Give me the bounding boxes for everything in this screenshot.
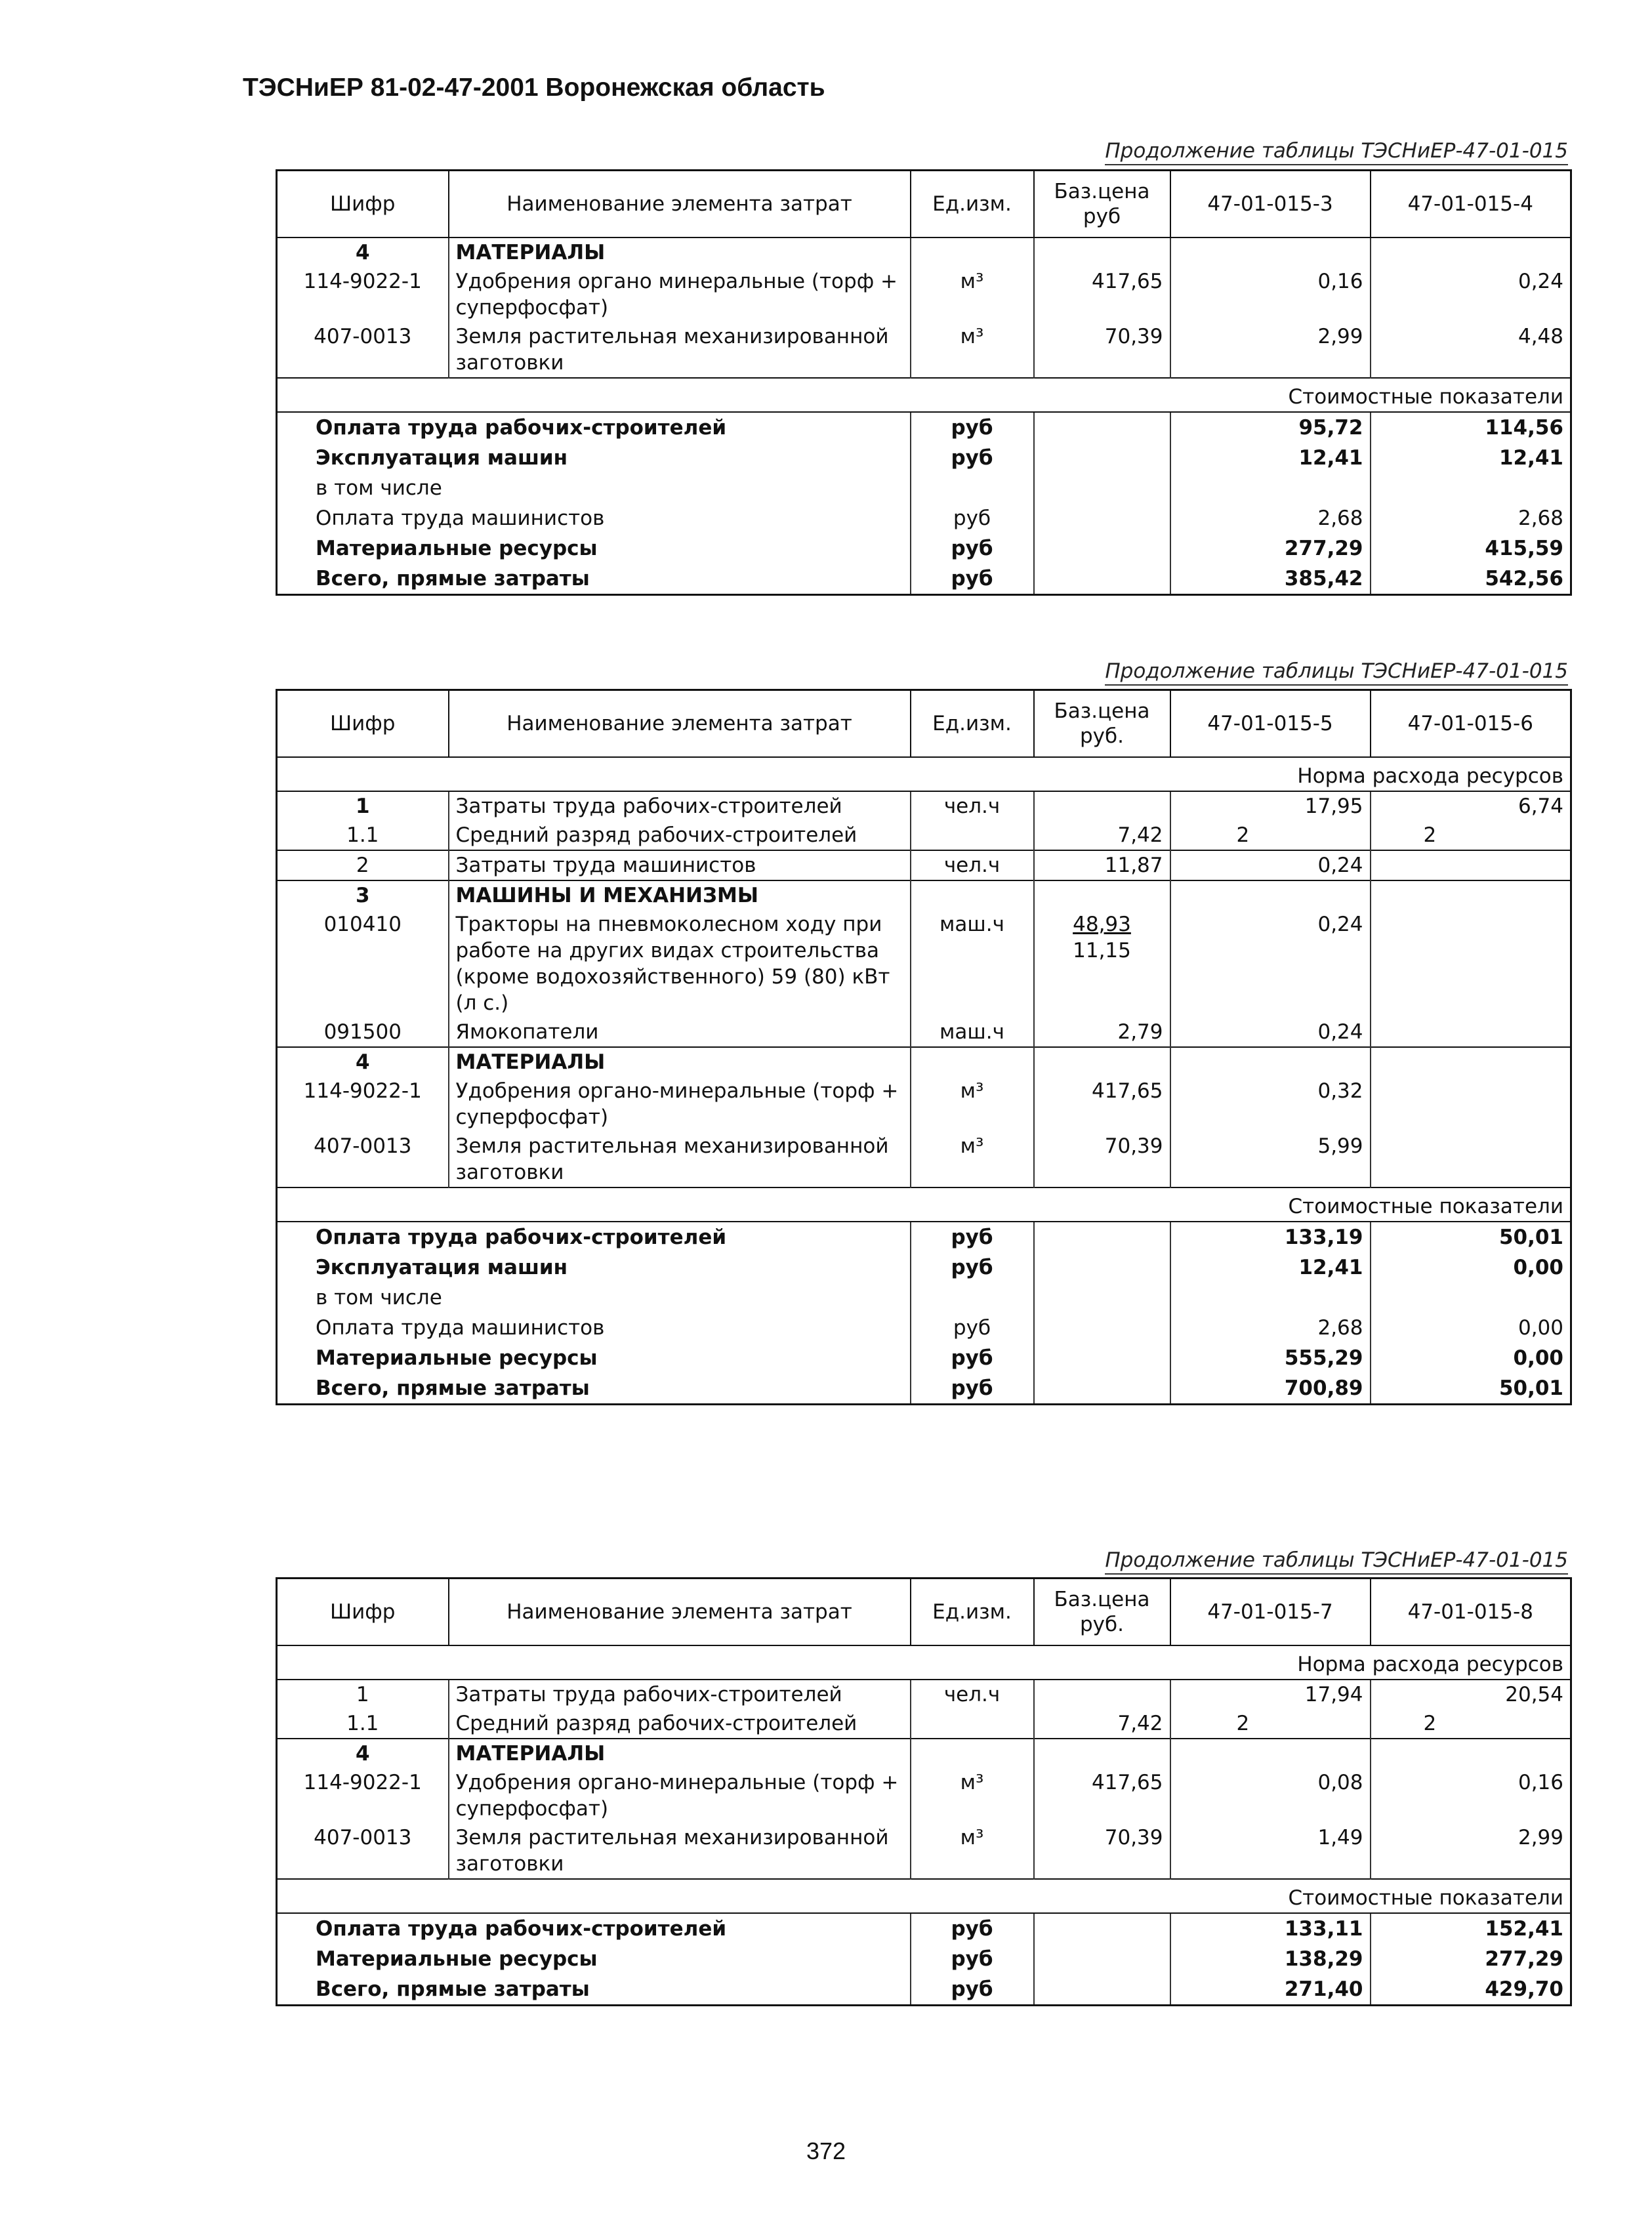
row-price bbox=[1034, 791, 1170, 821]
page-number: 372 bbox=[806, 2137, 846, 2164]
cost-unit: руб bbox=[911, 1974, 1034, 2006]
cost-label: Эксплуатация машин bbox=[277, 1252, 911, 1283]
row-code: 407-0013 bbox=[277, 1823, 449, 1879]
cost-label: Всего, прямые затраты bbox=[277, 1373, 911, 1405]
cost-band bbox=[277, 1879, 1571, 1913]
row-price: 70,39 bbox=[1034, 1823, 1170, 1879]
row-price-underlined: 48,93 bbox=[1073, 913, 1131, 936]
cost-value-col5: 700,89 bbox=[1170, 1373, 1371, 1405]
section-title: МАШИНЫ И МЕХАНИЗМЫ bbox=[449, 880, 911, 910]
row-price bbox=[1034, 910, 1170, 1018]
row-name: Затраты труда рабочих-строителей bbox=[449, 1680, 911, 1709]
header-price: Баз.цена руб. bbox=[1034, 1579, 1170, 1646]
labor-row bbox=[277, 850, 1571, 880]
cost-value-col6: 0,00 bbox=[1371, 1252, 1571, 1283]
row-value-col5: 2,99 bbox=[1170, 322, 1371, 378]
norm-band-label: Норма расхода ресурсов bbox=[277, 1645, 1571, 1680]
cost-unit: руб bbox=[911, 1373, 1034, 1405]
table-row bbox=[277, 1132, 1571, 1187]
row-value-col6 bbox=[1371, 1132, 1571, 1187]
cost-value-col6: 429,70 bbox=[1371, 1974, 1571, 2006]
cost-row bbox=[277, 1373, 1571, 1405]
cost-unit: руб bbox=[911, 1313, 1034, 1343]
row-unit bbox=[911, 1709, 1034, 1739]
row-unit: м³ bbox=[911, 1132, 1034, 1187]
row-name: Затраты труда рабочих-строителей bbox=[449, 791, 911, 821]
header-name: Наименование элемента затрат bbox=[449, 690, 911, 758]
cost-label: Материальные ресурсы bbox=[277, 533, 911, 564]
cost-unit: руб bbox=[911, 1343, 1034, 1373]
row-name: Земля растительная механизированной заготовки bbox=[449, 1132, 911, 1187]
row-name: Удобрения органо-минеральные (торф + суперфосфат) bbox=[449, 1768, 911, 1823]
row-code: 1.1 bbox=[277, 821, 449, 850]
section-code: 3 bbox=[277, 880, 449, 910]
row-unit: м³ bbox=[911, 1823, 1034, 1879]
row-value-col6 bbox=[1371, 1018, 1571, 1047]
cost-unit: руб bbox=[911, 1222, 1034, 1252]
header-unit: Ед.изм. bbox=[911, 171, 1034, 238]
cost-value-col5: 385,42 bbox=[1170, 564, 1371, 595]
cost-row bbox=[277, 1222, 1571, 1252]
row-price: 7,42 bbox=[1034, 821, 1170, 850]
section-title: МАТЕРИАЛЫ bbox=[449, 1739, 911, 1768]
row-price-secondary: 11,15 bbox=[1073, 939, 1131, 962]
row-value-col6 bbox=[1371, 910, 1571, 1018]
cost-value-col6: 0,00 bbox=[1371, 1343, 1571, 1373]
cost-unit: руб bbox=[911, 533, 1034, 564]
row-value-col6 bbox=[1371, 1077, 1571, 1132]
cost-value-col6: 277,29 bbox=[1371, 1944, 1571, 1974]
row-name: Средний разряд рабочих-строителей bbox=[449, 1709, 911, 1739]
cost-row bbox=[277, 1974, 1571, 2006]
cost-row bbox=[277, 1252, 1571, 1283]
cost-label: Оплата труда машинистов bbox=[277, 1313, 911, 1343]
cost-row bbox=[277, 533, 1571, 564]
row-value-col6: 20,54 bbox=[1371, 1680, 1571, 1709]
row-price: 70,39 bbox=[1034, 322, 1170, 378]
cost-band bbox=[277, 1187, 1571, 1222]
row-price: 417,65 bbox=[1034, 1077, 1170, 1132]
row-unit: маш.ч bbox=[911, 910, 1034, 1018]
cost-value-col6: 114,56 bbox=[1371, 412, 1571, 443]
norm-band-label: Норма расхода ресурсов bbox=[277, 757, 1571, 791]
resource-table bbox=[276, 1577, 1572, 2006]
row-name: Земля растительная механизированной заготовки bbox=[449, 1823, 911, 1879]
cost-label: Материальные ресурсы bbox=[277, 1343, 911, 1373]
cost-value-col6: 50,01 bbox=[1371, 1373, 1571, 1405]
row-unit: м³ bbox=[911, 1077, 1034, 1132]
row-price: 70,39 bbox=[1034, 1132, 1170, 1187]
cost-value-col5: 2,68 bbox=[1170, 1313, 1371, 1343]
norm-band bbox=[277, 1645, 1571, 1680]
header-col5: 47-01-015-3 bbox=[1170, 171, 1371, 238]
cost-label: Оплата труда рабочих-строителей bbox=[277, 1913, 911, 1944]
row-unit: м³ bbox=[911, 267, 1034, 322]
table-row bbox=[277, 322, 1571, 378]
cost-label: в том числе bbox=[277, 1283, 911, 1313]
section-row bbox=[277, 1047, 1571, 1077]
cost-value-col6: 50,01 bbox=[1371, 1222, 1571, 1252]
header-code: Шифр bbox=[277, 1579, 449, 1646]
row-value-col5: 0,24 bbox=[1170, 1018, 1371, 1047]
section-row bbox=[277, 880, 1571, 910]
row-value-col6: 0,16 bbox=[1371, 1768, 1571, 1823]
row-name: Средний разряд рабочих-строителей bbox=[449, 821, 911, 850]
row-value-col6: 2 bbox=[1371, 1709, 1571, 1739]
row-unit: м³ bbox=[911, 1768, 1034, 1823]
header-name: Наименование элемента затрат bbox=[449, 171, 911, 238]
row-value-col6: 2,99 bbox=[1371, 1823, 1571, 1879]
section-code: 4 bbox=[277, 1739, 449, 1768]
row-price: 417,65 bbox=[1034, 1768, 1170, 1823]
section-code: 4 bbox=[277, 1047, 449, 1077]
cost-value-col6: 0,00 bbox=[1371, 1313, 1571, 1343]
cost-unit: руб bbox=[911, 443, 1034, 473]
header-code: Шифр bbox=[277, 171, 449, 238]
row-price: 7,42 bbox=[1034, 1709, 1170, 1739]
row-code: 114-9022-1 bbox=[277, 1077, 449, 1132]
cost-value-col5: 138,29 bbox=[1170, 1944, 1371, 1974]
cost-value-col6: 152,41 bbox=[1371, 1913, 1571, 1944]
row-value-col6 bbox=[1371, 850, 1571, 880]
row-value-col5: 17,95 bbox=[1170, 791, 1371, 821]
header-col5: 47-01-015-5 bbox=[1170, 690, 1371, 758]
row-value-col5: 0,16 bbox=[1170, 267, 1371, 322]
labor-row bbox=[277, 821, 1571, 850]
cost-row bbox=[277, 443, 1571, 473]
table-row bbox=[277, 1768, 1571, 1823]
section-row bbox=[277, 237, 1571, 267]
row-value-col5: 0,32 bbox=[1170, 1077, 1371, 1132]
row-value-col6: 2 bbox=[1371, 821, 1571, 850]
cost-row bbox=[277, 1283, 1571, 1313]
row-code: 407-0013 bbox=[277, 322, 449, 378]
row-code: 1 bbox=[277, 791, 449, 821]
row-value-col5: 2 bbox=[1170, 1709, 1371, 1739]
cost-unit: руб bbox=[911, 1252, 1034, 1283]
cost-band-label: Стоимостные показатели bbox=[277, 1879, 1571, 1913]
cost-row bbox=[277, 564, 1571, 595]
cost-unit: руб bbox=[911, 1913, 1034, 1944]
cost-value-col6: 415,59 bbox=[1371, 533, 1571, 564]
header-unit: Ед.изм. bbox=[911, 1579, 1034, 1646]
row-value-col5: 5,99 bbox=[1170, 1132, 1371, 1187]
cost-row bbox=[277, 1313, 1571, 1343]
table-header-row bbox=[277, 1579, 1571, 1646]
cost-label: Эксплуатация машин bbox=[277, 443, 911, 473]
row-value-col6: 0,24 bbox=[1371, 267, 1571, 322]
table-caption: Продолжение таблицы ТЭСНиЕР-47-01-015 bbox=[1105, 1548, 1568, 1575]
table-row bbox=[277, 1823, 1571, 1879]
row-unit: чел.ч bbox=[911, 791, 1034, 821]
cost-band-label: Стоимостные показатели bbox=[277, 1187, 1571, 1222]
cost-unit: руб bbox=[911, 1944, 1034, 1974]
cost-label: Оплата труда машинистов bbox=[277, 503, 911, 533]
row-unit: м³ bbox=[911, 322, 1034, 378]
cost-value-col5: 271,40 bbox=[1170, 1974, 1371, 2006]
cost-value-col5: 555,29 bbox=[1170, 1343, 1371, 1373]
header-col6: 47-01-015-6 bbox=[1371, 690, 1571, 758]
cost-value-col5: 95,72 bbox=[1170, 412, 1371, 443]
row-code: 1.1 bbox=[277, 1709, 449, 1739]
table-header-row bbox=[277, 171, 1571, 238]
row-value-col5: 0,08 bbox=[1170, 1768, 1371, 1823]
section-code: 4 bbox=[277, 237, 449, 267]
cost-value-col6: 542,56 bbox=[1371, 564, 1571, 595]
header-price: Баз.цена руб. bbox=[1034, 690, 1170, 758]
cost-row bbox=[277, 473, 1571, 503]
row-code: 1 bbox=[277, 1680, 449, 1709]
row-price: 417,65 bbox=[1034, 267, 1170, 322]
header-price: Баз.цена руб bbox=[1034, 171, 1170, 238]
document-title: ТЭСНиЕР 81-02-47-2001 Воронежская область bbox=[243, 73, 825, 102]
row-code: 010410 bbox=[277, 910, 449, 1018]
row-code: 091500 bbox=[277, 1018, 449, 1047]
row-value-col5: 1,49 bbox=[1170, 1823, 1371, 1879]
cost-label: Оплата труда рабочих-строителей bbox=[277, 1222, 911, 1252]
row-value-col5: 0,24 bbox=[1170, 850, 1371, 880]
row-unit: чел.ч bbox=[911, 1680, 1034, 1709]
row-value-col6: 6,74 bbox=[1371, 791, 1571, 821]
row-value-col5: 2 bbox=[1170, 821, 1371, 850]
row-unit bbox=[911, 821, 1034, 850]
row-name: Удобрения органо минеральные (торф + суперфосфат) bbox=[449, 267, 911, 322]
cost-value-col5: 12,41 bbox=[1170, 1252, 1371, 1283]
row-code: 114-9022-1 bbox=[277, 1768, 449, 1823]
cost-label: Всего, прямые затраты bbox=[277, 1974, 911, 2006]
row-name: Затраты труда машинистов bbox=[449, 850, 911, 880]
table-row bbox=[277, 1077, 1571, 1132]
row-value-col5: 17,94 bbox=[1170, 1680, 1371, 1709]
row-value-col6: 4,48 bbox=[1371, 322, 1571, 378]
cost-value-col5: 277,29 bbox=[1170, 533, 1371, 564]
row-unit: маш.ч bbox=[911, 1018, 1034, 1047]
cost-unit: руб bbox=[911, 564, 1034, 595]
labor-row bbox=[277, 791, 1571, 821]
resource-table bbox=[276, 169, 1572, 596]
table-row bbox=[277, 1018, 1571, 1047]
row-name: Удобрения органо-минеральные (торф + суперфосфат) bbox=[449, 1077, 911, 1132]
row-name: Земля растительная механизированной заготовки bbox=[449, 322, 911, 378]
table-caption: Продолжение таблицы ТЭСНиЕР-47-01-015 bbox=[1105, 139, 1568, 165]
header-name: Наименование элемента затрат bbox=[449, 1579, 911, 1646]
section-title: МАТЕРИАЛЫ bbox=[449, 1047, 911, 1077]
cost-value-col5: 12,41 bbox=[1170, 443, 1371, 473]
row-code: 114-9022-1 bbox=[277, 267, 449, 322]
cost-unit: руб bbox=[911, 503, 1034, 533]
resource-table bbox=[276, 689, 1572, 1405]
cost-value-col5: 133,11 bbox=[1170, 1913, 1371, 1944]
table-header-row bbox=[277, 690, 1571, 758]
row-name: Ямокопатели bbox=[449, 1018, 911, 1047]
cost-row bbox=[277, 1343, 1571, 1373]
cost-value-col6: 2,68 bbox=[1371, 503, 1571, 533]
section-title: МАТЕРИАЛЫ bbox=[449, 237, 911, 267]
cost-label: Оплата труда рабочих-строителей bbox=[277, 412, 911, 443]
header-col5: 47-01-015-7 bbox=[1170, 1579, 1371, 1646]
table-row bbox=[277, 267, 1571, 322]
labor-row bbox=[277, 1709, 1571, 1739]
cost-band bbox=[277, 378, 1571, 412]
cost-value-col5: 133,19 bbox=[1170, 1222, 1371, 1252]
row-price bbox=[1034, 1680, 1170, 1709]
cost-row bbox=[277, 412, 1571, 443]
table-row bbox=[277, 910, 1571, 1018]
cost-row bbox=[277, 503, 1571, 533]
cost-band-label: Стоимостные показатели bbox=[277, 378, 1571, 412]
header-unit: Ед.изм. bbox=[911, 690, 1034, 758]
header-col6: 47-01-015-8 bbox=[1371, 1579, 1571, 1646]
cost-label: в том числе bbox=[277, 473, 911, 503]
cost-row bbox=[277, 1944, 1571, 1974]
labor-row bbox=[277, 1680, 1571, 1709]
row-name: Тракторы на пневмоколесном ходу при работе на других видах строительства (кроме водохозяйственного) 59 (80) кВт (л с.) bbox=[449, 910, 911, 1018]
cost-row bbox=[277, 1913, 1571, 1944]
cost-unit: руб bbox=[911, 412, 1034, 443]
table-caption: Продолжение таблицы ТЭСНиЕР-47-01-015 bbox=[1105, 659, 1568, 686]
norm-band bbox=[277, 757, 1571, 791]
header-code: Шифр bbox=[277, 690, 449, 758]
header-col6: 47-01-015-4 bbox=[1371, 171, 1571, 238]
row-price: 2,79 bbox=[1034, 1018, 1170, 1047]
cost-value-col5: 2,68 bbox=[1170, 503, 1371, 533]
cost-label: Материальные ресурсы bbox=[277, 1944, 911, 1974]
row-price: 11,87 bbox=[1034, 850, 1170, 880]
section-row bbox=[277, 1739, 1571, 1768]
row-unit: чел.ч bbox=[911, 850, 1034, 880]
row-code: 2 bbox=[277, 850, 449, 880]
cost-value-col6: 12,41 bbox=[1371, 443, 1571, 473]
row-value-col5: 0,24 bbox=[1170, 910, 1371, 1018]
row-code: 407-0013 bbox=[277, 1132, 449, 1187]
cost-label: Всего, прямые затраты bbox=[277, 564, 911, 595]
